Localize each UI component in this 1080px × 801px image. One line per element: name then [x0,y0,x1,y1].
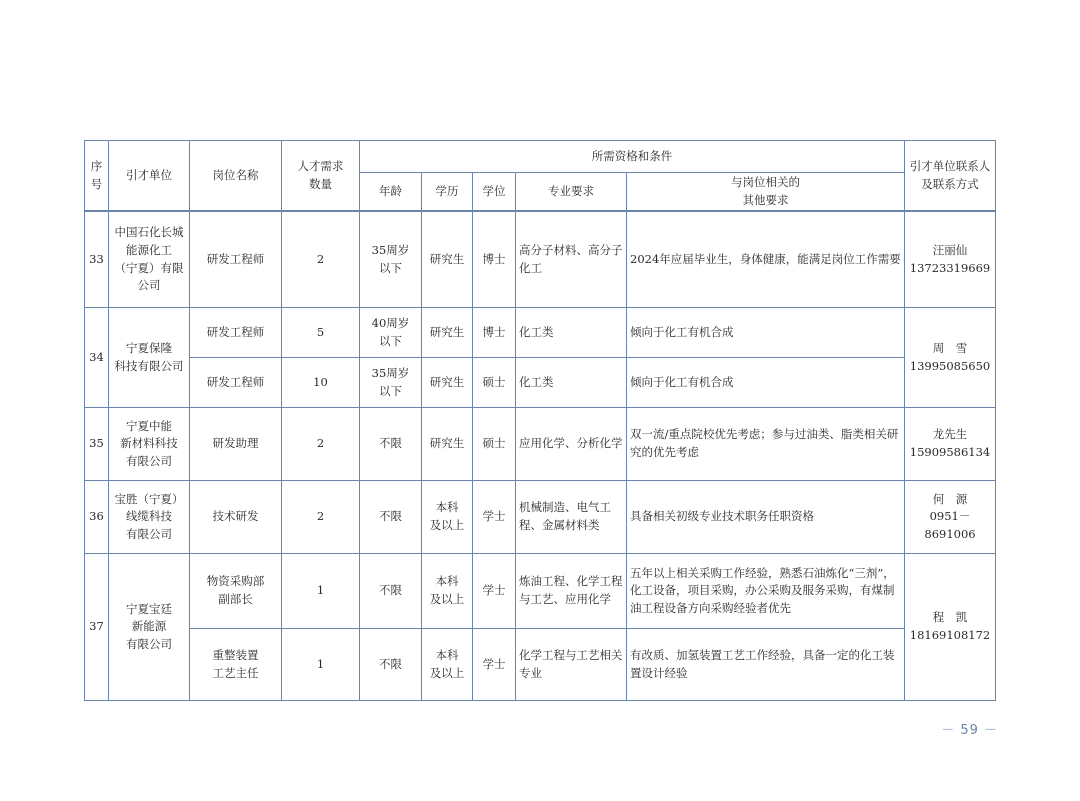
cell-age: 35周岁 以下 [360,358,422,408]
cell-age: 不限 [360,408,422,481]
cell-degree: 博士 [473,308,516,358]
cell-major: 机械制造、电气工程、金属材料类 [516,481,627,554]
cell-education: 研究生 [422,358,473,408]
cell-education: 本科 及以上 [422,554,473,629]
cell-position: 研发工程师 [190,211,282,308]
page-number: － 59 － [941,723,998,738]
cell-degree: 学士 [473,481,516,554]
cell-other: 2024年应届毕业生，身体健康，能满足岗位工作需要 [627,211,905,308]
cell-contact: 何 源 0951－8691006 [905,481,996,554]
cell-other: 倾向于化工有机合成 [627,358,905,408]
cell-seq: 33 [85,211,109,308]
cell-education: 本科 及以上 [422,629,473,701]
cell-other: 倾向于化工有机合成 [627,308,905,358]
header-major: 专业要求 [516,173,627,211]
cell-major: 炼油工程、化学工程与工艺、应用化学 [516,554,627,629]
cell-unit: 宝胜（宁夏） 线缆科技 有限公司 [109,481,190,554]
cell-degree: 博士 [473,211,516,308]
table-row [85,408,996,481]
cell-age: 不限 [360,629,422,701]
cell-other: 五年以上相关采购工作经验，熟悉石油炼化“三剂”，化工设备，项目采购，办公采购及服务采购，有煤制油工程设备方向采购经验者优先 [627,554,905,629]
table-row [85,629,996,701]
cell-seq: 37 [85,554,109,701]
cell-seq: 36 [85,481,109,554]
cell-contact: 龙先生 15909586134 [905,408,996,481]
cell-age: 35周岁 以下 [360,211,422,308]
cell-unit: 宁夏宝廷 新能源 有限公司 [109,554,190,701]
cell-contact: 汪丽仙 13723319669 [905,211,996,308]
cell-count: 2 [282,211,360,308]
cell-degree: 硕士 [473,408,516,481]
cell-position: 物资采购部 副部长 [190,554,282,629]
cell-major: 化工类 [516,358,627,408]
cell-seq: 34 [85,308,109,408]
header-degree: 学位 [473,173,516,211]
header-education: 学历 [422,173,473,211]
cell-unit: 宁夏中能 新材料科技 有限公司 [109,408,190,481]
header-conditions: 所需资格和条件 [360,141,905,173]
cell-education: 研究生 [422,211,473,308]
cell-position: 研发助理 [190,408,282,481]
cell-unit: 宁夏保隆 科技有限公司 [109,308,190,408]
cell-count: 1 [282,629,360,701]
cell-other: 双一流/重点院校优先考虑；参与过油类、脂类相关研究的优先考虑 [627,408,905,481]
cell-other: 具备相关初级专业技术职务任职资格 [627,481,905,554]
cell-count: 1 [282,554,360,629]
cell-age: 不限 [360,554,422,629]
table-row [85,358,996,408]
table-row [85,308,996,358]
header-unit: 引才单位 [109,141,190,211]
cell-degree: 硕士 [473,358,516,408]
cell-age: 不限 [360,481,422,554]
cell-count: 5 [282,308,360,358]
cell-position: 研发工程师 [190,358,282,408]
table-row [85,211,996,308]
cell-seq: 35 [85,408,109,481]
header-contact: 引才单位联系人 及联系方式 [905,141,996,211]
cell-position: 重整装置 工艺主任 [190,629,282,701]
cell-education: 本科 及以上 [422,481,473,554]
cell-major: 化学工程与工艺相关专业 [516,629,627,701]
cell-major: 应用化学、分析化学 [516,408,627,481]
cell-education: 研究生 [422,408,473,481]
cell-degree: 学士 [473,554,516,629]
cell-major: 高分子材料、高分子化工 [516,211,627,308]
cell-count: 2 [282,481,360,554]
cell-contact: 周 雪 13995085650 [905,308,996,408]
cell-count: 10 [282,358,360,408]
header-other: 与岗位相关的 其他要求 [627,173,905,211]
cell-degree: 学士 [473,629,516,701]
table-row [85,481,996,554]
header-seq: 序 号 [85,141,109,211]
cell-other: 有改质、加氢装置工艺工作经验，具备一定的化工装置设计经验 [627,629,905,701]
cell-unit: 中国石化长城 能源化工 （宁夏）有限 公司 [109,211,190,308]
talent-table [84,140,996,701]
header-age: 年龄 [360,173,422,211]
cell-position: 技术研发 [190,481,282,554]
table-row [85,554,996,629]
cell-count: 2 [282,408,360,481]
cell-education: 研究生 [422,308,473,358]
header-demand: 人才需求 数量 [282,141,360,211]
cell-contact: 程 凯 18169108172 [905,554,996,701]
cell-major: 化工类 [516,308,627,358]
cell-position: 研发工程师 [190,308,282,358]
header-position: 岗位名称 [190,141,282,211]
cell-age: 40周岁 以下 [360,308,422,358]
